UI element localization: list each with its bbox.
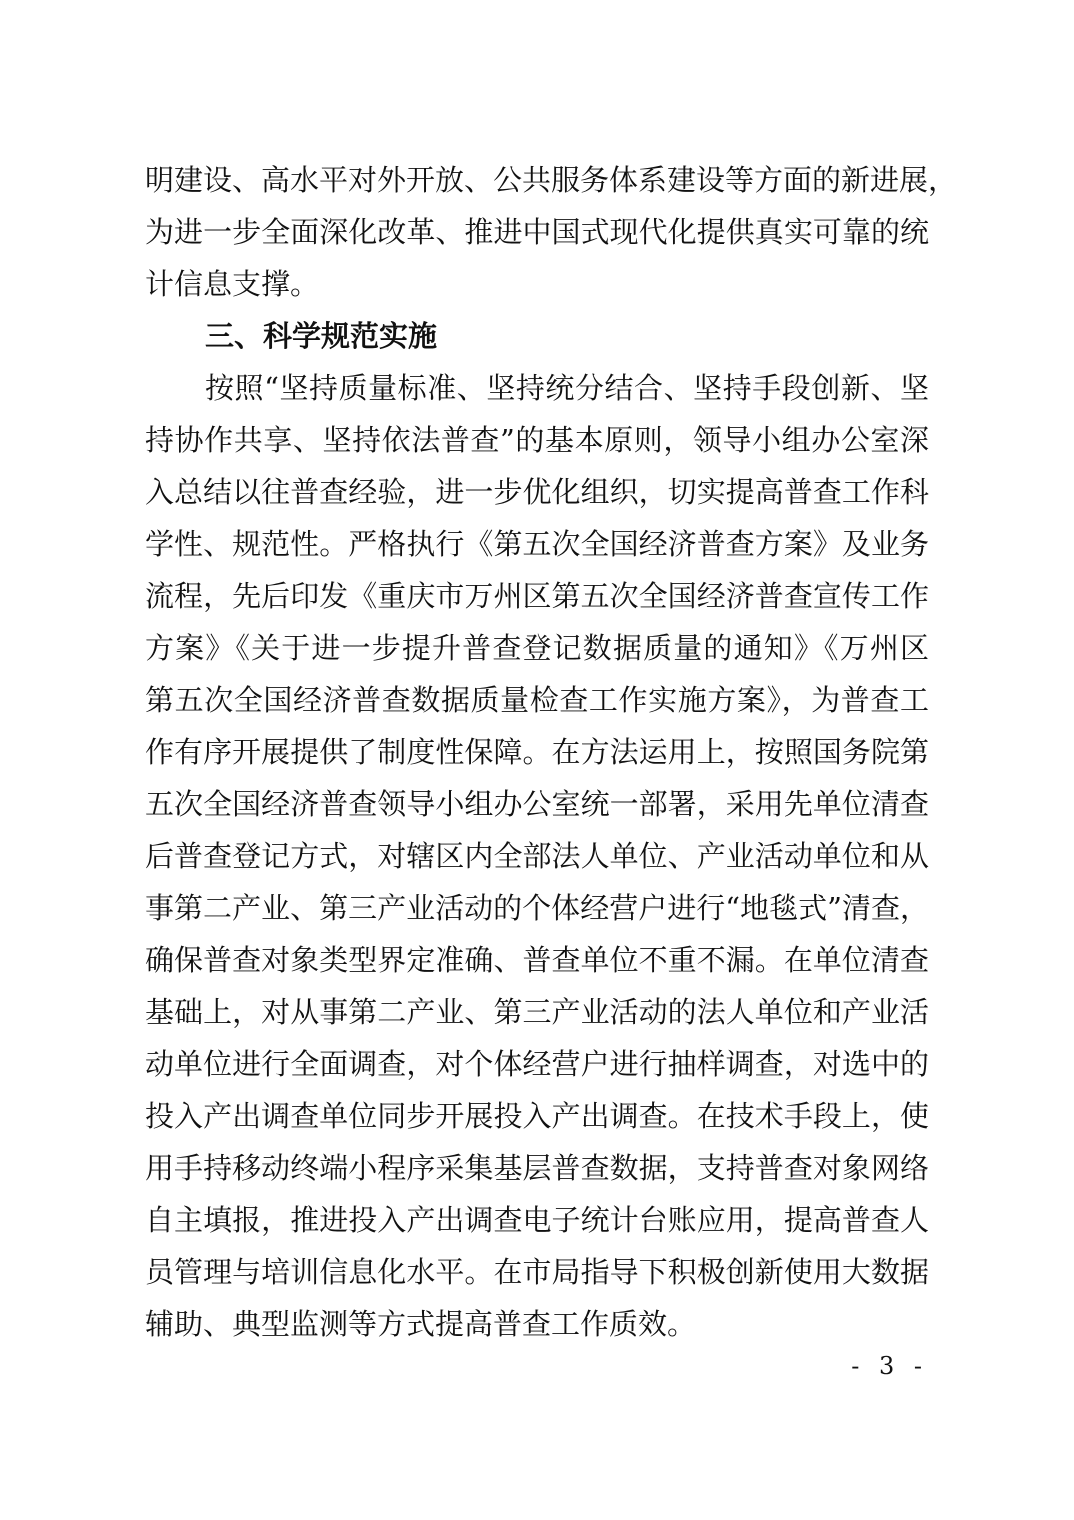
- text-line: 持协作共享、坚持依法普查”的基本原则，领导小组办公室深: [145, 423, 929, 457]
- text-line: 确保普查对象类型界定准确、普查单位不重不漏。在单位清查: [145, 943, 929, 977]
- text-line: 员管理与培训信息化水平。在市局指导下积极创新使用大数据: [145, 1255, 929, 1289]
- text-line: 方案》《关于进一步提升普查登记数据质量的通知》《万州区: [145, 631, 929, 665]
- document-body: [145, 154, 958, 1350]
- text-line: 为进一步全面深化改革、推进中国式现代化提供真实可靠的统: [145, 215, 929, 249]
- text-line: 基础上，对从事第二产业、第三产业活动的法人单位和产业活: [145, 995, 929, 1029]
- text-line: 自主填报，推进投入产出调查电子统计台账应用，提高普查人: [145, 1203, 929, 1237]
- text-line: 学性、规范性。严格执行《第五次全国经济普查方案》及业务: [145, 527, 929, 561]
- page-number: - 3 -: [851, 1352, 928, 1380]
- text-line: 按照“坚持质量标准、坚持统分结合、坚持手段创新、坚: [205, 371, 929, 405]
- text-line: 明建设、高水平对外开放、公共服务体系建设等方面的新进展，: [145, 163, 958, 197]
- text-line: 动单位进行全面调查，对个体经营户进行抽样调查，对选中的: [145, 1047, 929, 1081]
- text-line: 后普查登记方式，对辖区内全部法人单位、产业活动单位和从: [145, 839, 929, 873]
- paragraph-1: [145, 154, 958, 310]
- text-line: 投入产出调查单位同步开展投入产出调查。在技术手段上，使: [145, 1099, 929, 1133]
- text-line: 作有序开展提供了制度性保障。在方法运用上，按照国务院第: [145, 735, 929, 769]
- text-line: 流程，先后印发《重庆市万州区第五次全国经济普查宣传工作: [145, 579, 929, 613]
- paragraph-2: [145, 362, 929, 1350]
- text-line: 五次全国经济普查领导小组办公室统一部署，采用先单位清查: [145, 787, 929, 821]
- section-heading: 三、科学规范实施: [205, 319, 438, 353]
- text-line: 入总结以往普查经验，进一步优化组织，切实提高普查工作科: [145, 475, 929, 509]
- text-line: 事第二产业、第三产业活动的个体经营户进行“地毯式”清查，: [145, 891, 929, 925]
- text-line: 计信息支撑。: [145, 267, 320, 301]
- text-line: 辅助、典型监测等方式提高普查工作质效。: [145, 1307, 697, 1341]
- text-line: 用手持移动终端小程序采集基层普查数据，支持普查对象网络: [145, 1151, 929, 1185]
- text-line: 第五次全国经济普查数据质量检查工作实施方案》，为普查工: [145, 683, 929, 717]
